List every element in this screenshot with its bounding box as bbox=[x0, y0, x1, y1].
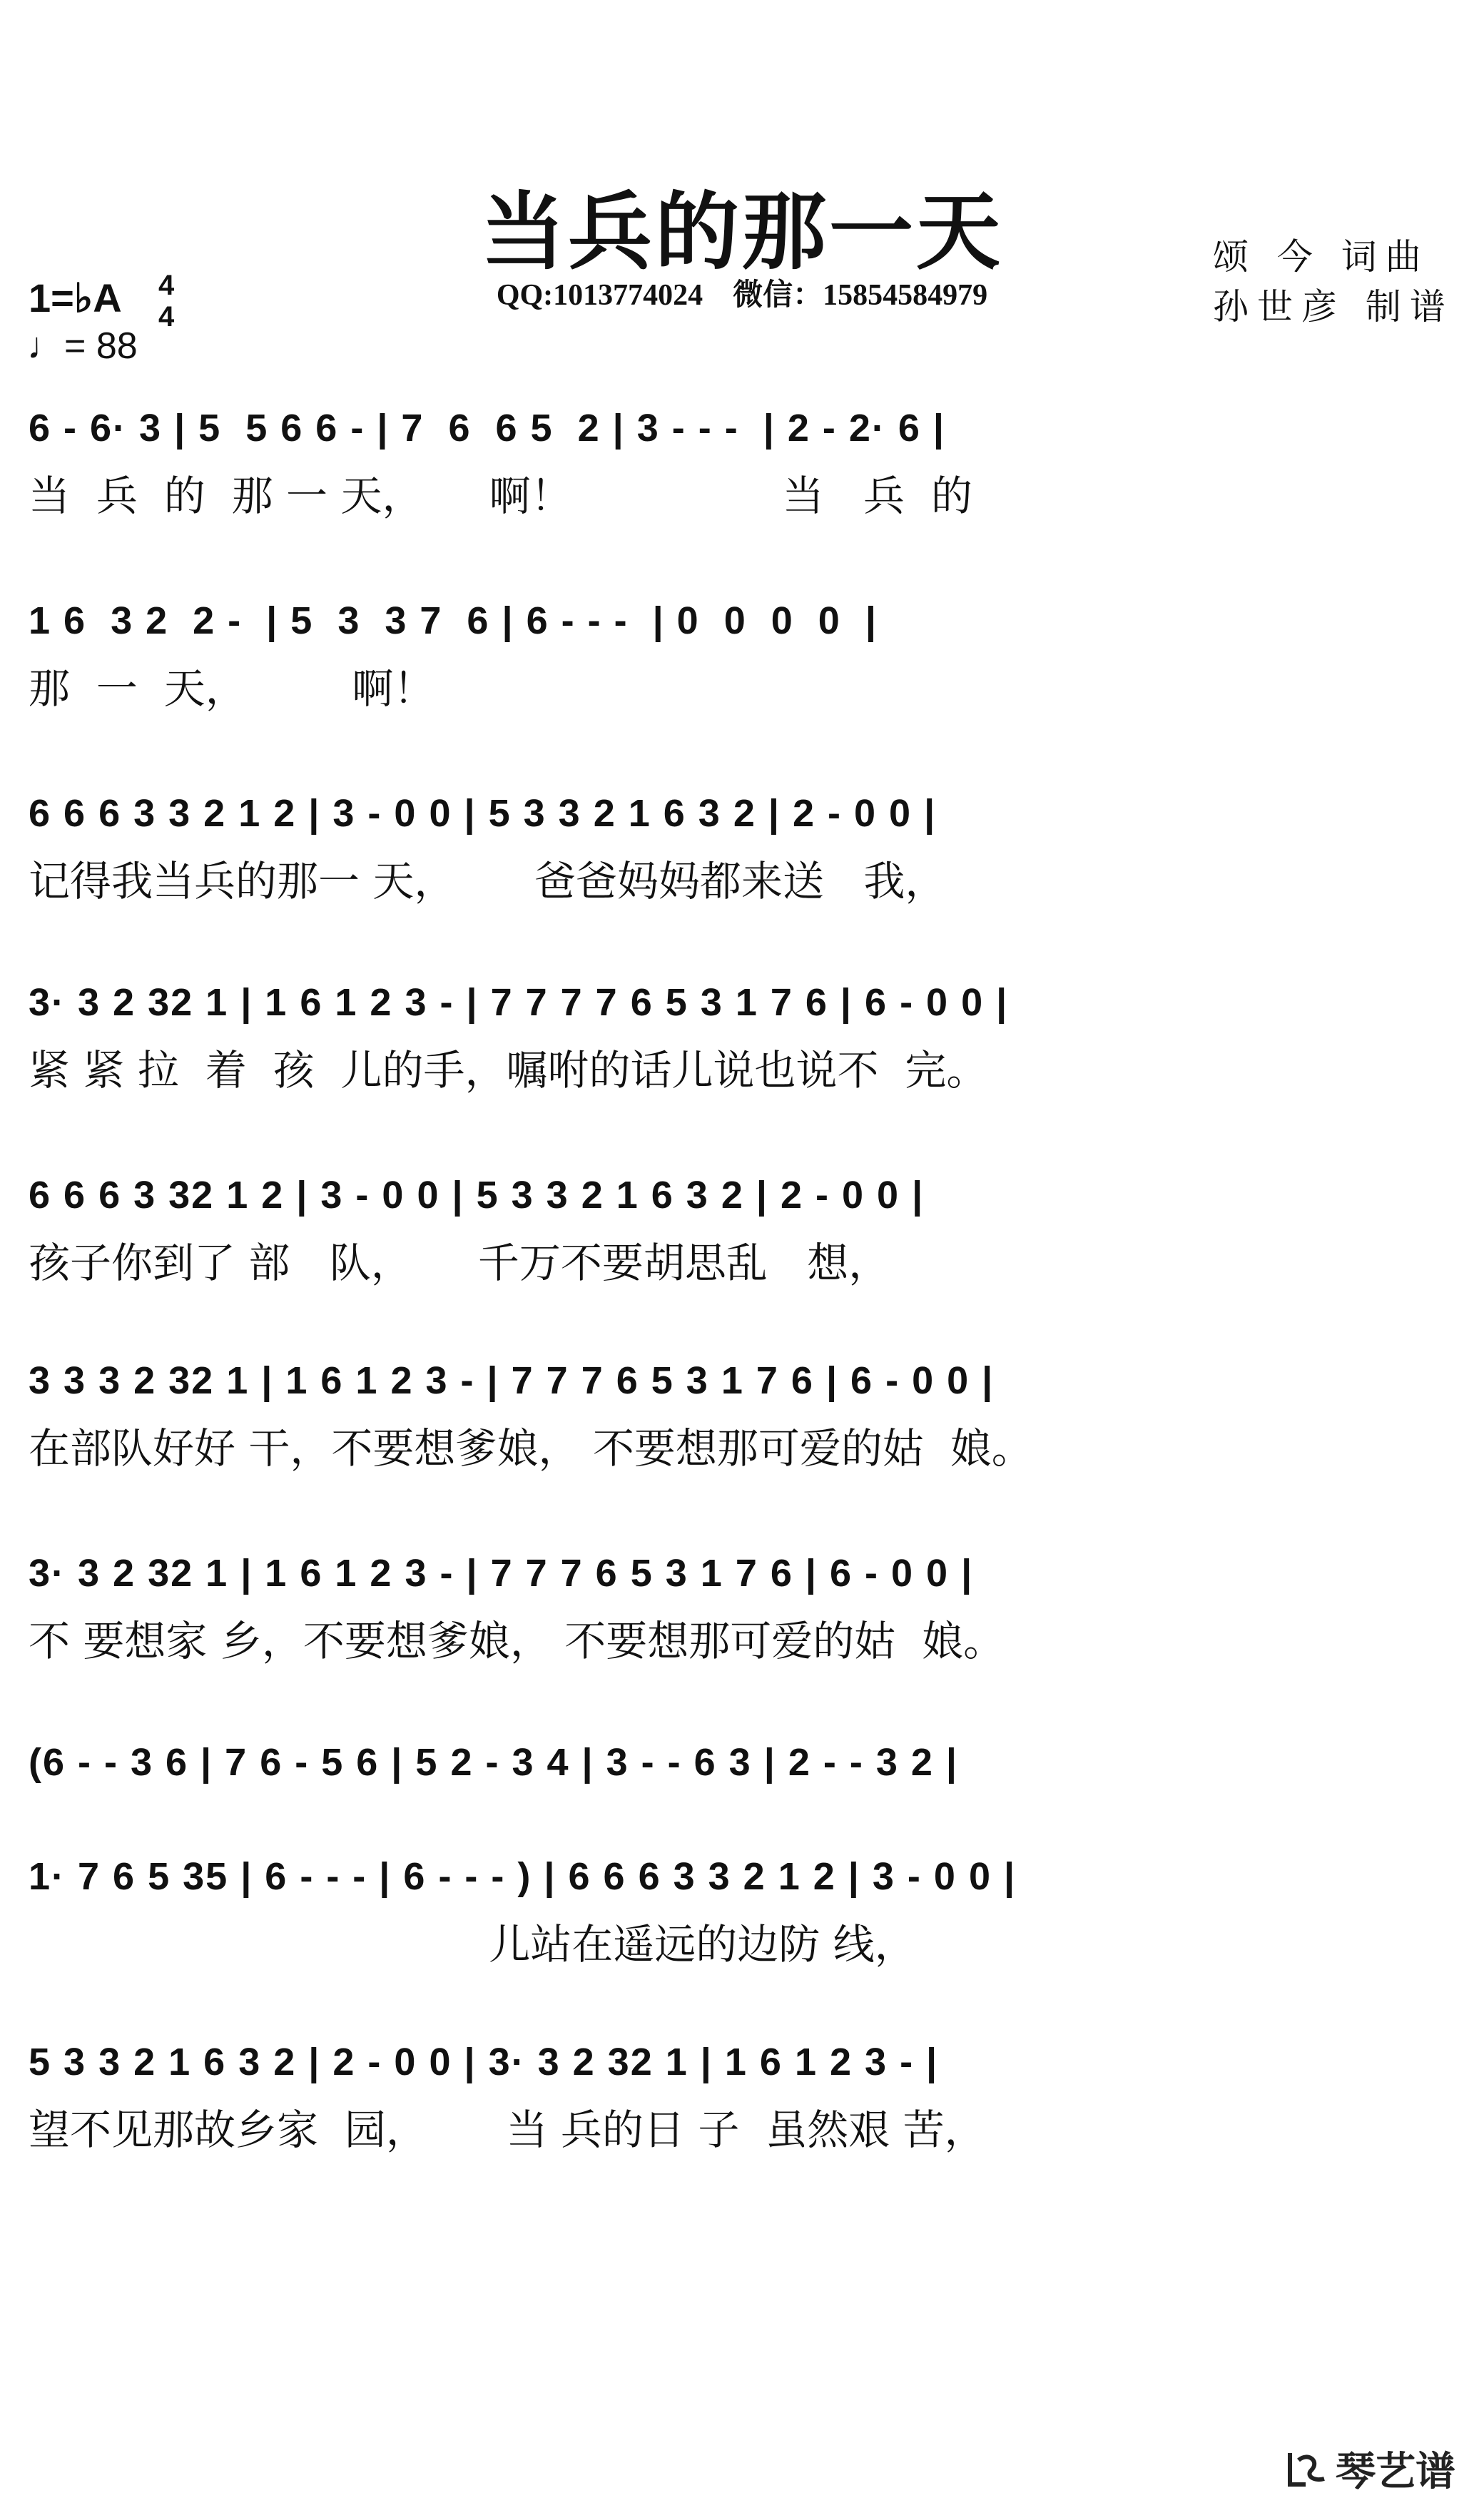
jianpu-notes: 1· 7 6 5 35 | 6 - - - | 6 - - - ) | 6 6 6 3 3 2 1 2 | 3 - 0 0 | bbox=[29, 1855, 1017, 1898]
lyrics-line: 在部队好好 干，不要想爹娘， 不要想那可爱的姑 娘。 bbox=[29, 1424, 1033, 1473]
time-signature-top: 4 bbox=[158, 270, 175, 301]
lyrics-line: 儿站在遥远的边防 线， bbox=[29, 1920, 916, 1969]
lyricist-composer: 颂 今 词曲 bbox=[1213, 236, 1430, 278]
contact-info: QQ:1013774024 微信：15854584979 bbox=[496, 279, 988, 312]
time-signature bbox=[158, 270, 174, 332]
transcriber: 孙世彦 制谱 bbox=[1213, 286, 1454, 328]
jianpu-notes: 3· 3 2 32 1 | 1 6 1 2 3 - | 7 7 7 6 5 3 1 7 6 | 6 - 0 0 | bbox=[29, 1552, 974, 1595]
lyrics-line: 紧 紧 拉 着 孩 儿的手，嘱咐的话儿说也说不 完。 bbox=[29, 1046, 988, 1095]
jianpu-notes: 6 - 6· 3 | 5 5 6 6 - | 7 6 6 5 2 | 3 - - - | 2 - 2· 6 | bbox=[29, 407, 946, 450]
lyrics-line: 当 兵 的 那 一 天， 啊！ 当 兵 的 bbox=[29, 472, 972, 520]
jianpu-notes: 5 3 3 2 1 6 3 2 | 2 - 0 0 | 3· 3 2 32 1 | 1 6 1 2 3 - | bbox=[29, 2041, 939, 2083]
jianpu-notes: (6 - - 3 6 | 7 6 - 5 6 | 5 2 - 3 4 | 3 - - 6 3 | 2 - - 3 2 | bbox=[29, 1741, 959, 1784]
watermark bbox=[1284, 2440, 1455, 2497]
lyrics-line: 记得我当兵的那一 天， 爸爸妈妈都来送 我， bbox=[29, 857, 947, 905]
jianpu-notes: 3 3 3 2 32 1 | 1 6 1 2 3 - | 7 7 7 6 5 3 1 7 6 | 6 - 0 0 | bbox=[29, 1359, 995, 1402]
key-signature: 1=♭A bbox=[29, 275, 122, 320]
lyrics-line: 那 一 天， 啊！ bbox=[29, 664, 435, 713]
jianpu-notes: 6 6 6 3 3 2 1 2 | 3 - 0 0 | 5 3 3 2 1 6 3 2 | 2 - 0 0 | bbox=[29, 792, 937, 835]
qinyipu-logo-icon bbox=[1284, 2446, 1330, 2492]
lyrics-line: 孩子你到了 部 队， 千万不要胡思乱 想， bbox=[29, 1239, 890, 1287]
watermark-text: 琴艺谱 bbox=[1336, 2449, 1455, 2495]
jianpu-notes: 3· 3 2 32 1 | 1 6 1 2 3 - | 7 7 7 7 6 5 3 1 7 6 | 6 - 0 0 | bbox=[29, 981, 1009, 1024]
lyrics-line: 不 要想家 乡，不要想爹娘， 不要想那可爱的姑 娘。 bbox=[29, 1617, 1005, 1665]
page-title: 当兵的那一天 bbox=[480, 183, 1003, 281]
jianpu-notes: 1 6 3 2 2 - | 5 3 3 7 6 | 6 - - - | 0 0 0 0 | bbox=[29, 599, 878, 642]
tempo-marking: ♩= 88 bbox=[27, 325, 138, 367]
jianpu-notes: 6 6 6 3 32 1 2 | 3 - 0 0 | 5 3 3 2 1 6 3 2 | 2 - 0 0 | bbox=[29, 1174, 925, 1217]
time-signature-bottom: 4 bbox=[158, 301, 175, 332]
lyrics-line: 望不见那故乡家 园， 当 兵的日 子 虽然艰 苦， bbox=[29, 2106, 986, 2154]
